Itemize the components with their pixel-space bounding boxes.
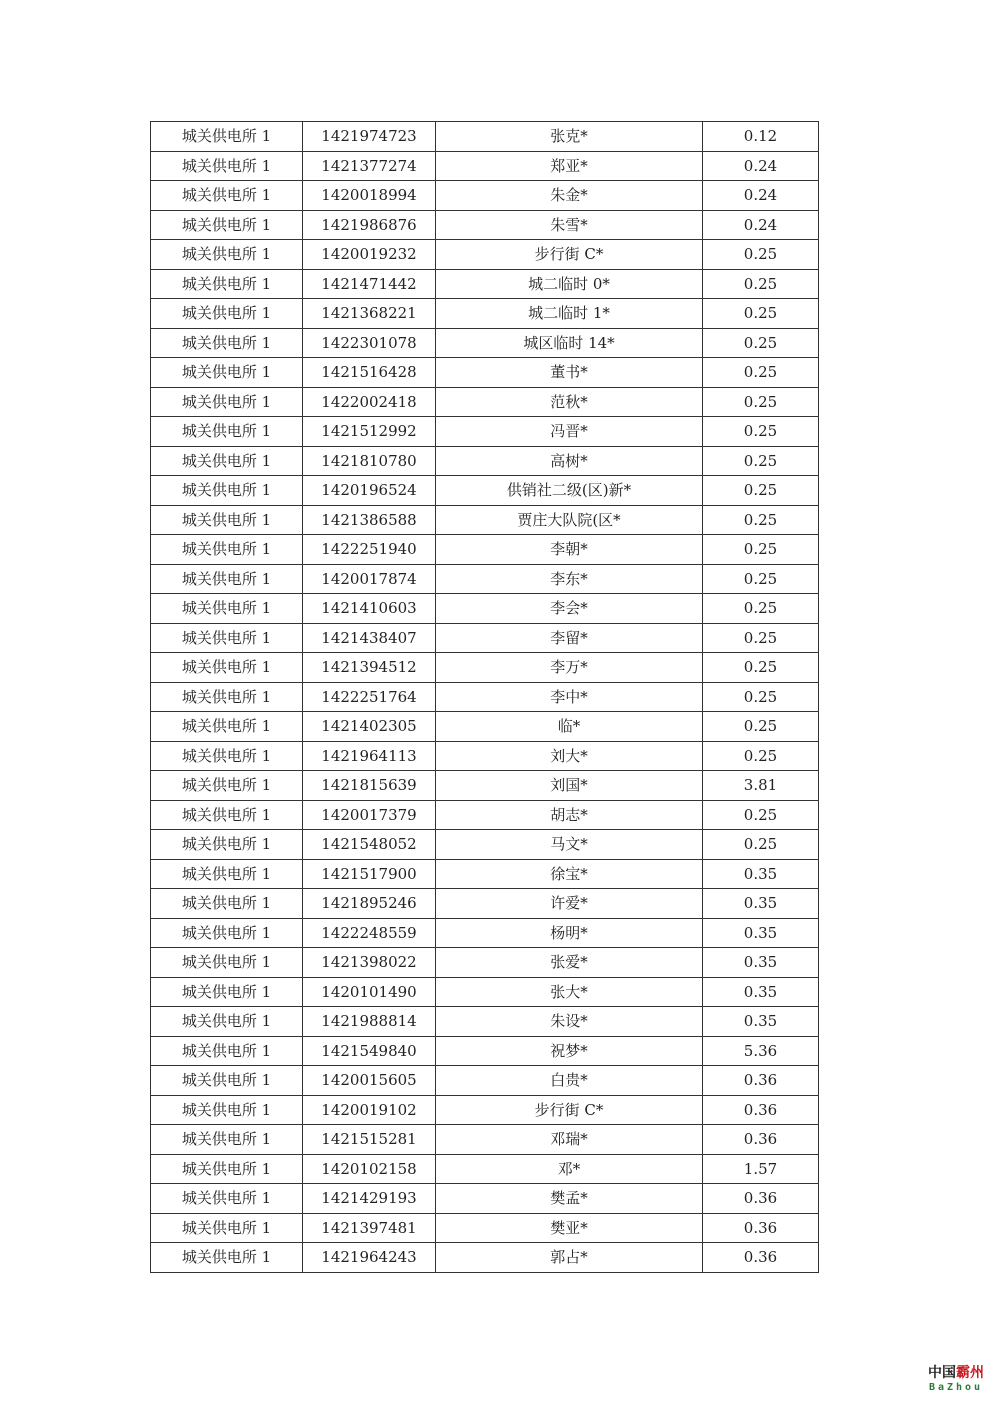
amount-cell: 0.36	[703, 1066, 819, 1096]
account-number-cell: 1421986876	[303, 210, 436, 240]
station-cell: 城关供电所 1	[151, 1184, 303, 1214]
amount-cell: 0.25	[703, 535, 819, 565]
customer-name-cell: 李万*	[436, 653, 703, 683]
account-number-cell: 1421512992	[303, 417, 436, 447]
station-cell: 城关供电所 1	[151, 299, 303, 329]
station-cell: 城关供电所 1	[151, 240, 303, 270]
amount-cell: 0.35	[703, 1007, 819, 1037]
customer-name-cell: 李东*	[436, 564, 703, 594]
station-cell: 城关供电所 1	[151, 1066, 303, 1096]
customer-name-cell: 祝梦*	[436, 1036, 703, 1066]
account-number-cell: 1421386588	[303, 505, 436, 535]
amount-cell: 3.81	[703, 771, 819, 801]
amount-cell: 0.25	[703, 564, 819, 594]
customer-name-cell: 步行街 C*	[436, 240, 703, 270]
table-row	[151, 1125, 819, 1155]
customer-name-cell: 郑亚*	[436, 151, 703, 181]
customer-name-cell: 李中*	[436, 682, 703, 712]
watermark-title-part1: 中国	[928, 1365, 956, 1381]
customer-name-cell: 许爱*	[436, 889, 703, 919]
station-cell: 城关供电所 1	[151, 505, 303, 535]
table-row	[151, 505, 819, 535]
customer-name-cell: 城二临时 0*	[436, 269, 703, 299]
customer-name-cell: 樊孟*	[436, 1184, 703, 1214]
account-number-cell: 1422251764	[303, 682, 436, 712]
customer-name-cell: 董书*	[436, 358, 703, 388]
amount-cell: 0.25	[703, 299, 819, 329]
station-cell: 城关供电所 1	[151, 712, 303, 742]
station-cell: 城关供电所 1	[151, 151, 303, 181]
table-row	[151, 1095, 819, 1125]
table-row	[151, 1007, 819, 1037]
station-cell: 城关供电所 1	[151, 1213, 303, 1243]
account-number-cell: 1420017379	[303, 800, 436, 830]
amount-cell: 0.36	[703, 1095, 819, 1125]
customer-name-cell: 张爱*	[436, 948, 703, 978]
station-cell: 城关供电所 1	[151, 948, 303, 978]
table-row	[151, 358, 819, 388]
account-number-cell: 1422301078	[303, 328, 436, 358]
account-number-cell: 1421471442	[303, 269, 436, 299]
customer-name-cell: 贾庄大队院(区*	[436, 505, 703, 535]
customer-name-cell: 张大*	[436, 977, 703, 1007]
amount-cell: 0.35	[703, 948, 819, 978]
account-number-cell: 1420196524	[303, 476, 436, 506]
account-number-cell: 1421974723	[303, 122, 436, 152]
customer-name-cell: 徐宝*	[436, 859, 703, 889]
account-number-cell: 1421410603	[303, 594, 436, 624]
amount-cell: 0.25	[703, 741, 819, 771]
table-row	[151, 889, 819, 919]
account-number-cell: 1422251940	[303, 535, 436, 565]
station-cell: 城关供电所 1	[151, 328, 303, 358]
amount-cell: 0.25	[703, 830, 819, 860]
customer-name-cell: 刘国*	[436, 771, 703, 801]
table-row	[151, 1036, 819, 1066]
amount-cell: 0.25	[703, 712, 819, 742]
amount-cell: 0.25	[703, 240, 819, 270]
table-row	[151, 594, 819, 624]
amount-cell: 0.25	[703, 417, 819, 447]
station-cell: 城关供电所 1	[151, 771, 303, 801]
table-row	[151, 564, 819, 594]
account-number-cell: 1420102158	[303, 1154, 436, 1184]
table-row	[151, 977, 819, 1007]
watermark-title-part2: 霸州	[956, 1365, 984, 1381]
customer-name-cell: 朱金*	[436, 181, 703, 211]
station-cell: 城关供电所 1	[151, 1007, 303, 1037]
account-number-cell: 1421988814	[303, 1007, 436, 1037]
account-number-cell: 1422002418	[303, 387, 436, 417]
account-number-cell: 1421810780	[303, 446, 436, 476]
table-row	[151, 682, 819, 712]
account-number-cell: 1421964243	[303, 1243, 436, 1273]
table-row	[151, 269, 819, 299]
station-cell: 城关供电所 1	[151, 417, 303, 447]
amount-cell: 0.25	[703, 387, 819, 417]
account-number-cell: 1421402305	[303, 712, 436, 742]
table-row	[151, 240, 819, 270]
amount-cell: 0.24	[703, 151, 819, 181]
amount-cell: 0.25	[703, 800, 819, 830]
table-body	[151, 122, 819, 1273]
station-cell: 城关供电所 1	[151, 1125, 303, 1155]
account-number-cell: 1421548052	[303, 830, 436, 860]
account-number-cell: 1421549840	[303, 1036, 436, 1066]
account-number-cell: 1421517900	[303, 859, 436, 889]
station-cell: 城关供电所 1	[151, 181, 303, 211]
customer-name-cell: 刘大*	[436, 741, 703, 771]
station-cell: 城关供电所 1	[151, 1095, 303, 1125]
account-number-cell: 1420101490	[303, 977, 436, 1007]
customer-name-cell: 李留*	[436, 623, 703, 653]
account-number-cell: 1421895246	[303, 889, 436, 919]
station-cell: 城关供电所 1	[151, 210, 303, 240]
station-cell: 城关供电所 1	[151, 564, 303, 594]
station-cell: 城关供电所 1	[151, 269, 303, 299]
station-cell: 城关供电所 1	[151, 918, 303, 948]
station-cell: 城关供电所 1	[151, 859, 303, 889]
station-cell: 城关供电所 1	[151, 830, 303, 860]
amount-cell: 0.25	[703, 269, 819, 299]
amount-cell: 0.36	[703, 1243, 819, 1273]
station-cell: 城关供电所 1	[151, 446, 303, 476]
station-cell: 城关供电所 1	[151, 1036, 303, 1066]
customer-name-cell: 邓瑞*	[436, 1125, 703, 1155]
customer-name-cell: 朱设*	[436, 1007, 703, 1037]
customer-name-cell: 马文*	[436, 830, 703, 860]
amount-cell: 0.25	[703, 653, 819, 683]
account-number-cell: 1421394512	[303, 653, 436, 683]
station-cell: 城关供电所 1	[151, 476, 303, 506]
station-cell: 城关供电所 1	[151, 358, 303, 388]
amount-cell: 0.25	[703, 682, 819, 712]
table-row	[151, 387, 819, 417]
account-number-cell: 1421815639	[303, 771, 436, 801]
amount-cell: 0.36	[703, 1213, 819, 1243]
table-row	[151, 328, 819, 358]
table-row	[151, 1066, 819, 1096]
table-row	[151, 417, 819, 447]
account-number-cell: 1421398022	[303, 948, 436, 978]
station-cell: 城关供电所 1	[151, 387, 303, 417]
customer-name-cell: 城区临时 14*	[436, 328, 703, 358]
account-number-cell: 1420019232	[303, 240, 436, 270]
data-table	[150, 121, 819, 1273]
customer-name-cell: 邓*	[436, 1154, 703, 1184]
table-row	[151, 1154, 819, 1184]
customer-name-cell: 李朝*	[436, 535, 703, 565]
station-cell: 城关供电所 1	[151, 741, 303, 771]
table-row	[151, 446, 819, 476]
account-number-cell: 1420017874	[303, 564, 436, 594]
customer-name-cell: 白贵*	[436, 1066, 703, 1096]
customer-name-cell: 胡志*	[436, 800, 703, 830]
account-number-cell: 1421516428	[303, 358, 436, 388]
table-row	[151, 1243, 819, 1273]
amount-cell: 0.25	[703, 594, 819, 624]
table-row	[151, 476, 819, 506]
table-row	[151, 122, 819, 152]
account-number-cell: 1421964113	[303, 741, 436, 771]
amount-cell: 5.36	[703, 1036, 819, 1066]
table-row	[151, 623, 819, 653]
station-cell: 城关供电所 1	[151, 122, 303, 152]
station-cell: 城关供电所 1	[151, 889, 303, 919]
account-number-cell: 1421515281	[303, 1125, 436, 1155]
station-cell: 城关供电所 1	[151, 1154, 303, 1184]
table-row	[151, 859, 819, 889]
table-row	[151, 918, 819, 948]
watermark-subtitle: BaZhou	[928, 1382, 984, 1393]
account-number-cell: 1421438407	[303, 623, 436, 653]
amount-cell: 0.24	[703, 210, 819, 240]
amount-cell: 0.24	[703, 181, 819, 211]
customer-name-cell: 郭占*	[436, 1243, 703, 1273]
amount-cell: 0.25	[703, 623, 819, 653]
account-number-cell: 1420015605	[303, 1066, 436, 1096]
amount-cell: 0.25	[703, 476, 819, 506]
table-row	[151, 948, 819, 978]
table-row	[151, 151, 819, 181]
table-row	[151, 1213, 819, 1243]
table-row	[151, 712, 819, 742]
account-number-cell: 1420018994	[303, 181, 436, 211]
account-number-cell: 1422248559	[303, 918, 436, 948]
table-row	[151, 210, 819, 240]
amount-cell: 0.35	[703, 918, 819, 948]
station-cell: 城关供电所 1	[151, 535, 303, 565]
station-cell: 城关供电所 1	[151, 977, 303, 1007]
amount-cell: 0.36	[703, 1184, 819, 1214]
table-row	[151, 830, 819, 860]
customer-name-cell: 樊亚*	[436, 1213, 703, 1243]
station-cell: 城关供电所 1	[151, 682, 303, 712]
site-watermark-logo	[922, 1364, 990, 1394]
account-number-cell: 1421397481	[303, 1213, 436, 1243]
customer-name-cell: 临*	[436, 712, 703, 742]
customer-name-cell: 城二临时 1*	[436, 299, 703, 329]
amount-cell: 0.25	[703, 446, 819, 476]
amount-cell: 0.25	[703, 358, 819, 388]
customer-name-cell: 供销社二级(区)新*	[436, 476, 703, 506]
customer-name-cell: 张克*	[436, 122, 703, 152]
customer-name-cell: 范秋*	[436, 387, 703, 417]
station-cell: 城关供电所 1	[151, 594, 303, 624]
station-cell: 城关供电所 1	[151, 1243, 303, 1273]
amount-cell: 1.57	[703, 1154, 819, 1184]
account-number-cell: 1421377274	[303, 151, 436, 181]
table-row	[151, 741, 819, 771]
station-cell: 城关供电所 1	[151, 800, 303, 830]
amount-cell: 0.25	[703, 328, 819, 358]
customer-name-cell: 高树*	[436, 446, 703, 476]
table-row	[151, 299, 819, 329]
amount-cell: 0.35	[703, 889, 819, 919]
table-row	[151, 181, 819, 211]
account-number-cell: 1421429193	[303, 1184, 436, 1214]
table-row	[151, 653, 819, 683]
customer-name-cell: 杨明*	[436, 918, 703, 948]
table-row	[151, 1184, 819, 1214]
watermark-title	[922, 1364, 990, 1382]
amount-cell: 0.35	[703, 977, 819, 1007]
table-row	[151, 771, 819, 801]
amount-cell: 0.36	[703, 1125, 819, 1155]
table-row	[151, 535, 819, 565]
customer-name-cell: 朱雪*	[436, 210, 703, 240]
account-number-cell: 1421368221	[303, 299, 436, 329]
customer-name-cell: 冯晋*	[436, 417, 703, 447]
amount-cell: 0.12	[703, 122, 819, 152]
account-number-cell: 1420019102	[303, 1095, 436, 1125]
amount-cell: 0.25	[703, 505, 819, 535]
station-cell: 城关供电所 1	[151, 623, 303, 653]
table-row	[151, 800, 819, 830]
customer-name-cell: 步行街 C*	[436, 1095, 703, 1125]
customer-name-cell: 李会*	[436, 594, 703, 624]
station-cell: 城关供电所 1	[151, 653, 303, 683]
amount-cell: 0.35	[703, 859, 819, 889]
